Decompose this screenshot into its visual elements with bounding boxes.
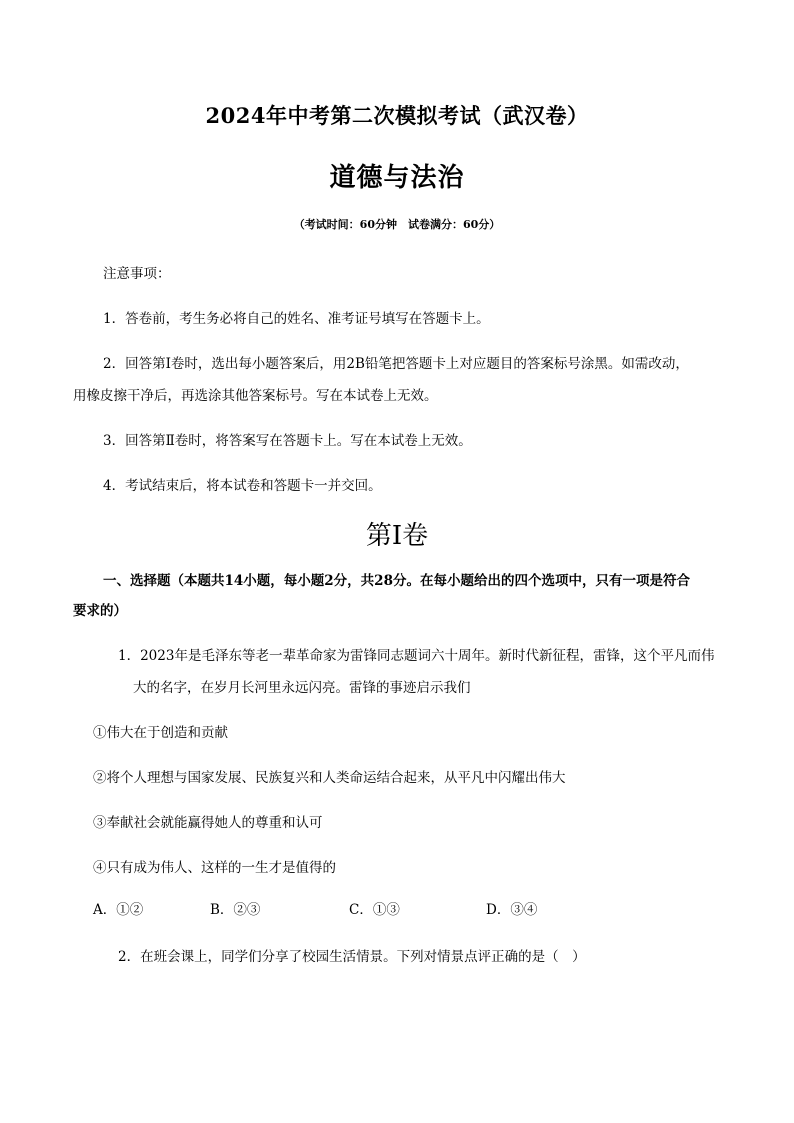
statement-2: ②将个人理想与国家发展、民族复兴和人类命运结合起来，从平凡中闪耀出伟大 [93,770,566,786]
statement-4: ④只有成为伟人、这样的一生才是值得的 [93,860,336,876]
option-c: C．①③ [349,902,400,918]
question-1-stem-continued: 大的名字，在岁月长河里永远闪亮。雷锋的事迹启示我们 [133,680,471,696]
statement-1: ①伟大在于创造和贡献 [93,725,228,741]
option-b: B．②③ [210,902,261,918]
exam-info: （考试时间：60分钟 试卷满分：60分） [293,218,501,231]
exam-title: 2024年中考第二次模拟考试（武汉卷） [205,103,589,128]
notice-item-2: 2．回答第Ⅰ卷时，选出每小题答案后，用2B铅笔把答题卡上对应题目的答案标号涂黑。如需改动， [103,356,689,372]
notice-item-4: 4．考试结束后，将本试卷和答题卡一并交回。 [103,478,382,494]
subject-title: 道德与法治 [329,163,465,193]
question-1-stem: 1．2023年是毛泽东等老一辈革命家为雷锋同志题词六十周年。新时代新征程，雷锋，这个平凡而伟 [118,648,715,664]
notice-item-1: 1．答卷前，考生务必将自己的姓名、准考证号填写在答题卡上。 [103,311,490,327]
notice-item-3: 3．回答第Ⅱ卷时，将答案写在答题卡上。写在本试卷上无效。 [103,433,472,449]
section-instruction-continued: 要求的） [73,603,127,619]
option-a: A．①② [93,902,144,918]
section-title: 第Ⅰ卷 [365,521,429,551]
statement-3: ③奉献社会就能赢得她人的尊重和认可 [93,815,323,831]
section-instruction: 一、选择题（本题共14小题，每小题2分，共28分。在每小题给出的四个选项中，只有一项是符合 [103,573,690,589]
notice-heading: 注意事项： [103,266,171,282]
question-2-stem: 2．在班会课上，同学们分享了校园生活情景。下列对情景点评正确的是（ ） [118,949,586,965]
notice-item-2-continued: 用橡皮擦干净后，再选涂其他答案标号。写在本试卷上无效。 [73,388,438,404]
option-d: D．③④ [486,902,538,918]
